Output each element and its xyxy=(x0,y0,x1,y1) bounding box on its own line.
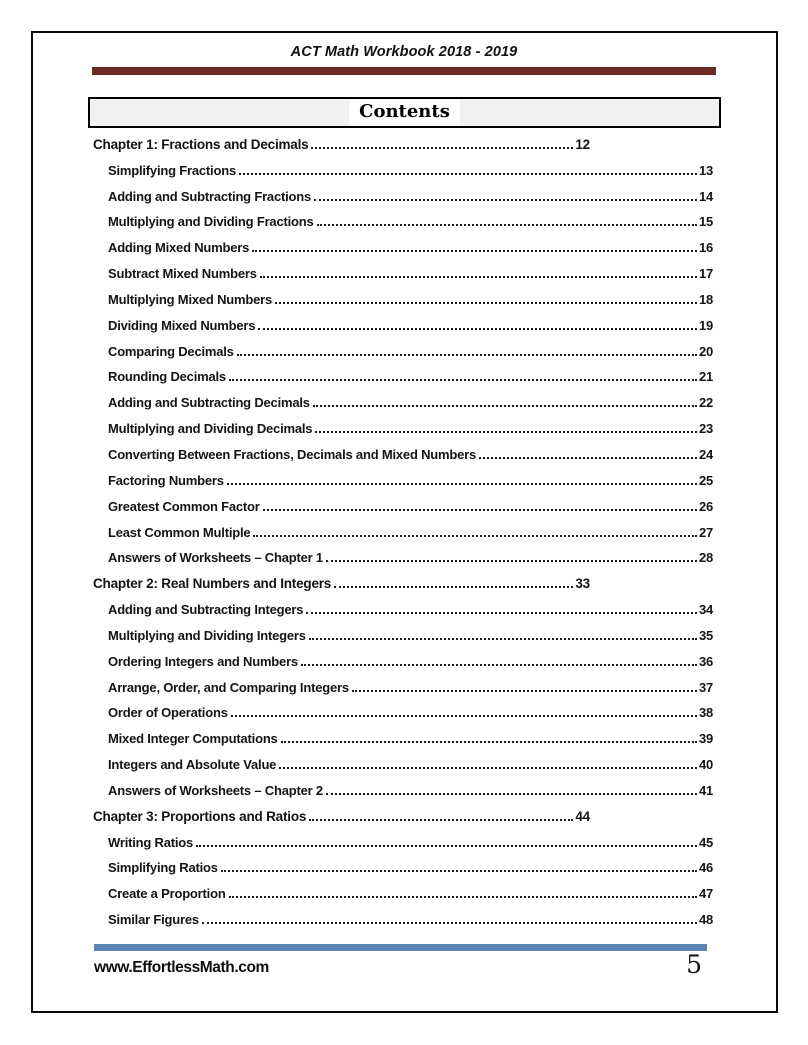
toc-entry-label: Integers and Absolute Value xyxy=(108,757,277,773)
dot-leader xyxy=(263,509,697,511)
dot-leader xyxy=(258,328,697,330)
toc-entry-label: Similar Figures xyxy=(108,912,199,928)
toc-entry-label: Simplifying Ratios xyxy=(108,860,218,876)
footer-website: www.EffortlessMath.com xyxy=(94,959,269,976)
dot-leader xyxy=(252,250,697,252)
toc-entry-label: Least Common Multiple xyxy=(108,524,251,540)
toc-entry-label: Rounding Decimals xyxy=(108,369,226,385)
toc-entry-page: 39 xyxy=(698,731,713,747)
toc-entry-page: 35 xyxy=(698,627,713,643)
toc-entry-page: 14 xyxy=(698,188,713,204)
dot-leader xyxy=(221,870,697,872)
toc-entry-row xyxy=(93,363,713,389)
toc-entry-row xyxy=(93,285,713,311)
dot-leader xyxy=(479,457,697,459)
toc-entry-row xyxy=(93,621,713,647)
contents-box xyxy=(88,97,721,128)
toc-entry-label: Adding and Subtracting Decimals xyxy=(108,395,310,411)
toc-entry-page: 44 xyxy=(575,808,590,824)
toc-entry-page: 27 xyxy=(698,524,713,540)
dot-leader xyxy=(231,715,697,717)
toc-entry-page: 17 xyxy=(698,266,713,282)
footer-page-number: 5 xyxy=(686,950,702,979)
dot-leader xyxy=(237,354,697,356)
toc-entry-row xyxy=(93,388,713,414)
toc-entry-label: Adding and Subtracting Fractions xyxy=(108,188,312,204)
dot-leader xyxy=(352,690,697,692)
dot-leader xyxy=(315,431,697,433)
toc-entry-row xyxy=(93,647,713,673)
dot-leader xyxy=(301,664,697,666)
toc-entry-row xyxy=(93,414,713,440)
toc-entry-row xyxy=(93,879,713,905)
toc-entry-row xyxy=(93,724,713,750)
toc-entry-label: Chapter 3: Proportions and Ratios xyxy=(93,808,307,824)
toc-entry-label: Chapter 2: Real Numbers and Integers xyxy=(93,576,332,592)
toc-entry-label: Multiplying and Dividing Integers xyxy=(108,627,306,643)
toc-entry-page: 36 xyxy=(698,653,713,669)
toc-entry-row xyxy=(93,828,713,854)
toc-entry-label: Greatest Common Factor xyxy=(108,498,260,514)
dot-leader xyxy=(253,535,697,537)
toc-entry-page: 16 xyxy=(698,240,713,256)
toc-entry-page: 28 xyxy=(698,550,713,566)
toc-entry-page: 22 xyxy=(698,395,713,411)
toc-chapter-row xyxy=(93,130,590,156)
toc-entry-label: Adding and Subtracting Integers xyxy=(108,602,304,618)
toc-chapter-row xyxy=(93,802,590,828)
toc-entry-label: Comparing Decimals xyxy=(108,343,234,359)
toc-entry-row xyxy=(93,518,713,544)
toc-entry-label: Writing Ratios xyxy=(108,834,194,850)
toc-entry-row xyxy=(93,337,713,363)
toc-entry-page: 19 xyxy=(698,317,713,333)
dot-leader xyxy=(314,199,697,201)
toc-entry-label: Multiplying and Dividing Fractions xyxy=(108,214,314,230)
toc-entry-row xyxy=(93,750,713,776)
toc-entry-page: 21 xyxy=(698,369,713,385)
toc-entry-row xyxy=(93,492,713,518)
dot-leader xyxy=(309,638,697,640)
toc-entry-page: 33 xyxy=(575,576,590,592)
dot-leader xyxy=(279,767,697,769)
toc-entry-row xyxy=(93,208,713,234)
toc-entry-label: Multiplying Mixed Numbers xyxy=(108,291,273,307)
header-rule xyxy=(92,67,716,75)
toc-entry-row xyxy=(93,466,713,492)
dot-leader xyxy=(239,173,697,175)
toc-entry-label: Mixed Integer Computations xyxy=(108,731,278,747)
toc-entry-page: 18 xyxy=(698,291,713,307)
toc-chapter-row xyxy=(93,569,590,595)
toc-entry-page: 15 xyxy=(698,214,713,230)
toc-entry-label: Chapter 1: Fractions and Decimals xyxy=(93,136,309,152)
toc-entry-row xyxy=(93,259,713,285)
toc-entry-page: 41 xyxy=(698,782,713,798)
toc-entry-label: Dividing Mixed Numbers xyxy=(108,317,256,333)
toc-entry-row xyxy=(93,673,713,699)
toc-entry-label: Subtract Mixed Numbers xyxy=(108,266,257,282)
toc-entry-label: Multiplying and Dividing Decimals xyxy=(108,421,313,437)
dot-leader xyxy=(313,405,697,407)
toc-entry-page: 20 xyxy=(698,343,713,359)
toc-entry-row xyxy=(93,544,713,570)
toc-entry-row xyxy=(93,233,713,259)
dot-leader xyxy=(326,793,697,795)
toc-entry-page: 48 xyxy=(698,912,713,928)
contents-title: Contents xyxy=(349,100,460,125)
dot-leader xyxy=(227,483,697,485)
toc-entry-label: Answers of Worksheets – Chapter 1 xyxy=(108,550,323,566)
toc-entry-page: 12 xyxy=(575,136,590,152)
toc-entry-page: 23 xyxy=(698,421,713,437)
toc-entry-label: Arrange, Order, and Comparing Integers xyxy=(108,679,349,695)
toc-entry-row xyxy=(93,854,713,880)
dot-leader xyxy=(306,612,697,614)
toc-entry-row xyxy=(93,905,713,931)
toc-entry-page: 47 xyxy=(698,886,713,902)
toc-entry-page: 34 xyxy=(698,602,713,618)
toc-entry-row xyxy=(93,440,713,466)
toc-entry-label: Ordering Integers and Numbers xyxy=(108,653,298,669)
dot-leader xyxy=(229,896,697,898)
page-header-title: ACT Math Workbook 2018 - 2019 xyxy=(290,44,518,60)
toc-entry-label: Converting Between Fractions, Decimals and Mixed Numbers xyxy=(108,446,477,462)
footer-rule xyxy=(94,944,707,951)
toc-entry-page: 46 xyxy=(698,860,713,876)
dot-leader xyxy=(196,845,697,847)
dot-leader xyxy=(202,922,697,924)
toc-entry-page: 38 xyxy=(698,705,713,721)
toc-entry-row xyxy=(93,311,713,337)
dot-leader xyxy=(309,819,573,821)
toc-entry-page: 45 xyxy=(698,834,713,850)
toc-entry-label: Order of Operations xyxy=(108,705,228,721)
toc-entry-label: Factoring Numbers xyxy=(108,472,224,488)
toc-entry-row xyxy=(93,595,713,621)
toc-entry-label: Answers of Worksheets – Chapter 2 xyxy=(108,782,323,798)
toc-entry-label: Adding Mixed Numbers xyxy=(108,240,250,256)
dot-leader xyxy=(260,276,697,278)
toc-entry-row xyxy=(93,776,713,802)
dot-leader xyxy=(229,379,697,381)
toc-entry-label: Simplifying Fractions xyxy=(108,162,236,178)
table-of-contents xyxy=(93,130,713,931)
dot-leader xyxy=(275,302,697,304)
toc-entry-page: 40 xyxy=(698,757,713,773)
dot-leader xyxy=(281,741,697,743)
dot-leader xyxy=(311,147,573,149)
toc-entry-page: 26 xyxy=(698,498,713,514)
dot-leader xyxy=(317,224,697,226)
toc-entry-page: 25 xyxy=(698,472,713,488)
toc-entry-label: Create a Proportion xyxy=(108,886,226,902)
toc-entry-row xyxy=(93,699,713,725)
dot-leader xyxy=(326,560,697,562)
toc-entry-page: 24 xyxy=(698,446,713,462)
toc-entry-page: 13 xyxy=(698,162,713,178)
toc-entry-page: 37 xyxy=(698,679,713,695)
toc-entry-row xyxy=(93,182,713,208)
dot-leader xyxy=(334,586,573,588)
toc-entry-row xyxy=(93,156,713,182)
